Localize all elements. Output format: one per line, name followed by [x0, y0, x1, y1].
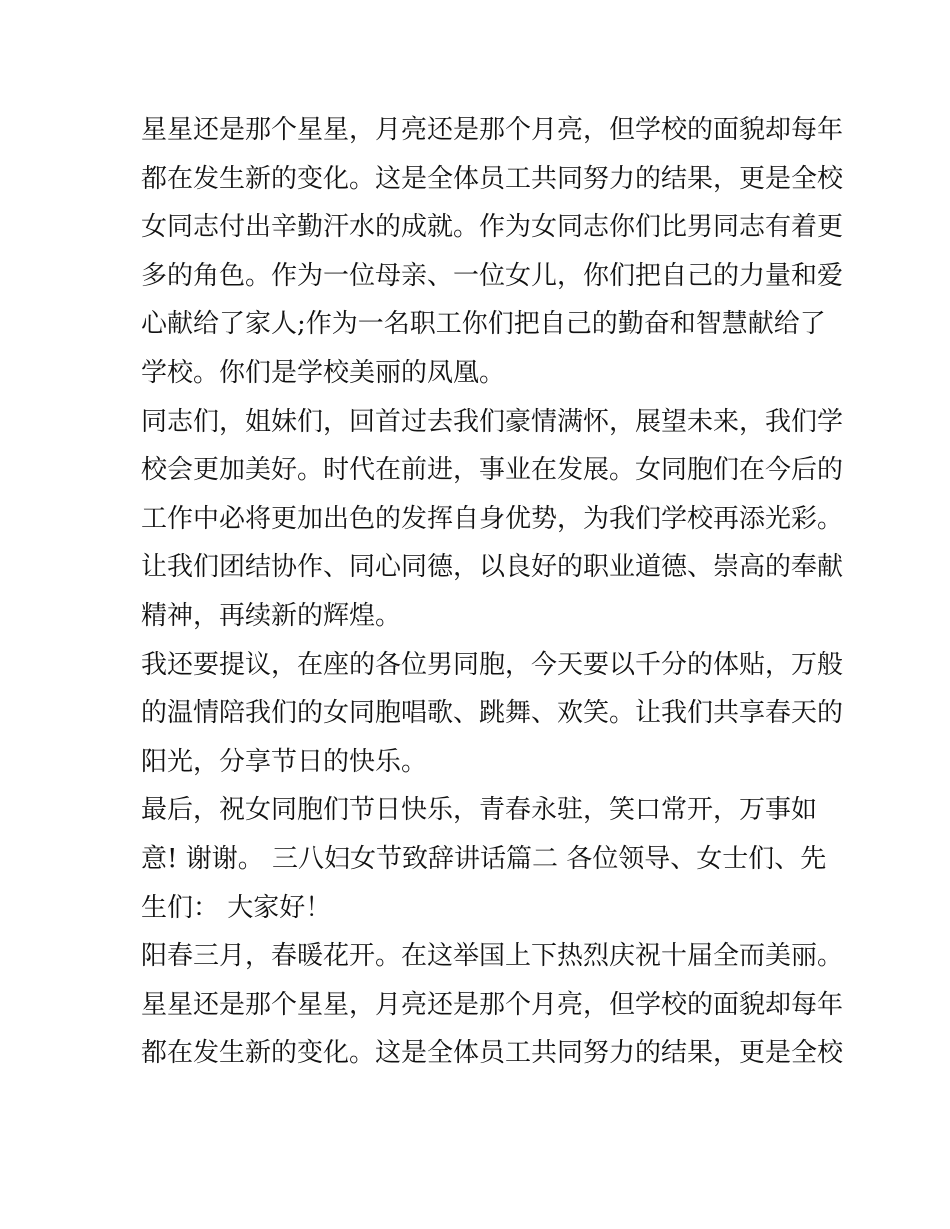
text-line-1: 星星还是那个星星，月亮还是那个月亮，但学校的面貌却每年: [141, 115, 844, 145]
text-line-19: 星星还是那个星星，月亮还是那个月亮，但学校的面貌却每年: [141, 989, 844, 1020]
text-line-11: 精神，再续新的辉煌。: [141, 600, 402, 631]
text-line-10: 让我们团结协作、同心同德，以良好的职业道德、崇高的奉献: [141, 552, 844, 583]
text-line-17: 生们： 大家好！: [141, 892, 332, 923]
text-line-8: 校会更加美好。时代在前进，事业在发展。女同胞们在今后的: [141, 455, 844, 486]
text-line-14: 阳光，分享节日的快乐。: [141, 746, 428, 777]
text-line-4: 多的角色。作为一位母亲、一位女儿，你们把自己的力量和爱: [141, 260, 844, 291]
text-line-3: 女同志付出辛勤汗水的成就。作为女同志你们比男同志有着更: [141, 212, 844, 243]
text-line-2: 都在发生新的变化。这是全体员工共同努力的结果，更是全校: [141, 163, 844, 194]
text-line-9: 工作中必将更加出色的发挥自身优势，为我们学校再添光彩。: [141, 503, 844, 534]
text-line-6: 学校。你们是学校美丽的凤凰。: [141, 357, 506, 388]
document-body: [141, 106, 844, 1078]
text-line-7: 同志们，姐妹们，回首过去我们豪情满怀，展望未来，我们学: [141, 406, 844, 437]
text-line-20: 都在发生新的变化。这是全体员工共同努力的结果，更是全校: [141, 1038, 844, 1069]
text-line-13: 的温情陪我们的女同胞唱歌、跳舞、欢笑。让我们共享春天的: [141, 698, 844, 729]
text-line-12: 我还要提议，在座的各位男同胞，今天要以千分的体贴，万般: [141, 649, 844, 680]
text-line-16: 意! 谢谢。 三八妇女节致辞讲话篇二 各位领导、女士们、先: [141, 843, 827, 874]
text-line-18: 阳春三月，春暖花开。在这举国上下热烈庆祝十届全而美丽。: [141, 941, 844, 972]
text-line-5: 心献给了家人;作为一名职工你们把自己的勤奋和智慧献给了: [141, 309, 826, 340]
text-line-15: 最后，祝女同胞们节日快乐，青春永驻，笑口常开，万事如: [141, 795, 818, 826]
